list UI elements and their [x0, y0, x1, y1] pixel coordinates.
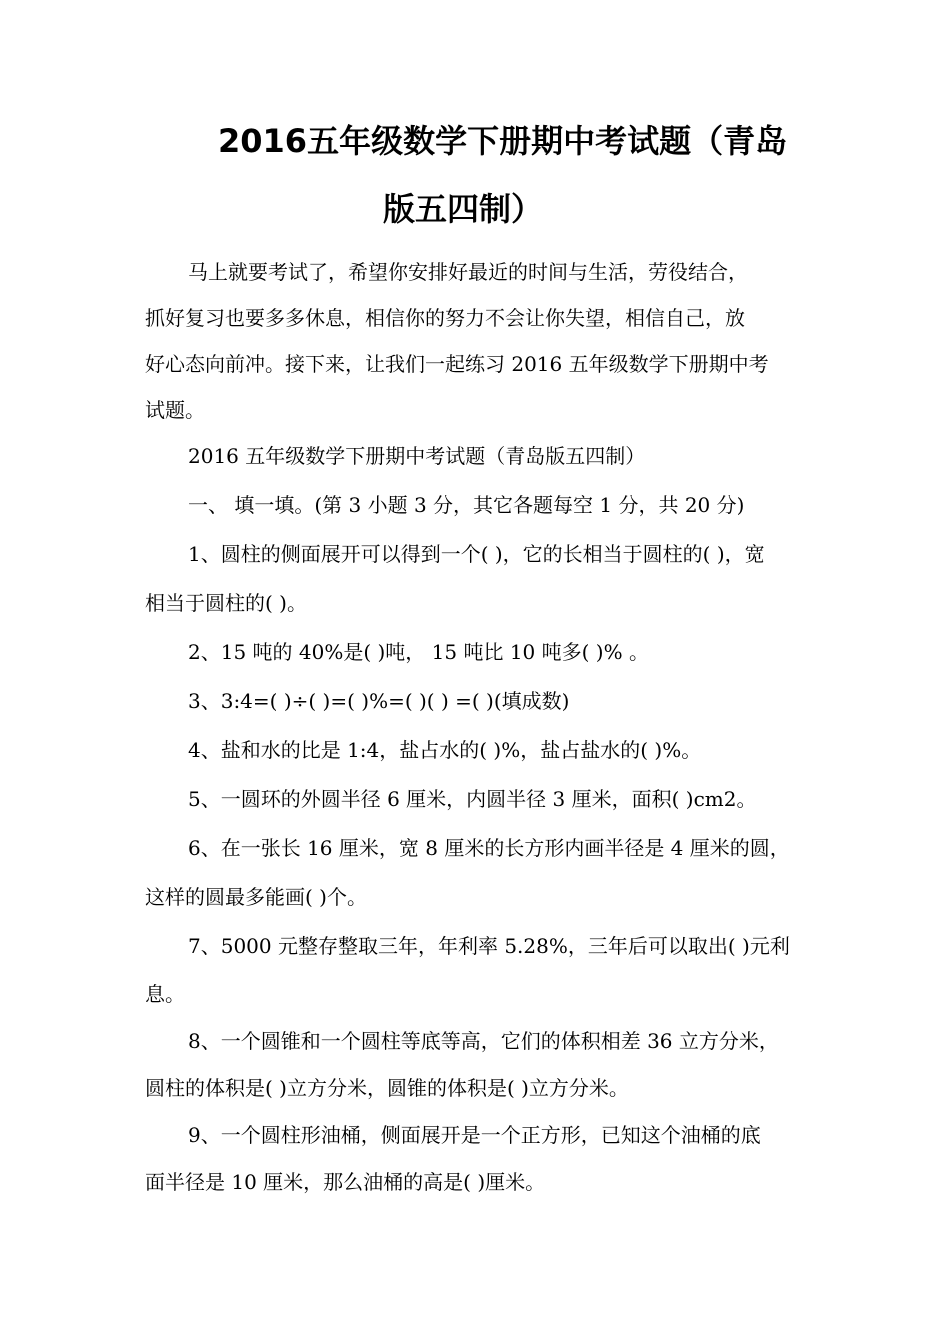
subtitle: 2016 五年级数学下册期中考试题（青岛版五四制）	[188, 444, 646, 468]
document-title-line-1: 2016五年级数学下册期中考试题（青岛	[218, 122, 788, 160]
section-heading: 一、 填一填。(第 3 小题 3 分，其它各题每空 1 分，共 20 分)	[188, 493, 745, 517]
question-line: 6、在一张长 16 厘米，宽 8 厘米的长方形内画半径是 4 厘米的圆，	[188, 836, 790, 860]
question-line: 8、一个圆锥和一个圆柱等底等高，它们的体积相差 36 立方分米，	[188, 1029, 779, 1053]
intro-line: 抓好复习也要多多休息，相信你的努力不会让你失望，相信自己，放	[145, 306, 745, 330]
question-line: 1、圆柱的侧面展开可以得到一个( )，它的长相当于圆柱的( )，宽	[188, 542, 765, 566]
question-line: 面半径是 10 厘米，那么油桶的高是( )厘米。	[145, 1170, 546, 1194]
question-line: 4、盐和水的比是 1:4，盐占水的( )%，盐占盐水的( )%。	[188, 738, 702, 762]
question-line: 2、15 吨的 40%是( )吨， 15 吨比 10 吨多( )% 。	[188, 640, 649, 664]
document-title-line-2: 版五四制）	[383, 190, 544, 228]
question-line: 相当于圆柱的( )。	[145, 591, 307, 615]
intro-line: 好心态向前冲。接下来，让我们一起练习 2016 五年级数学下册期中考	[145, 352, 769, 376]
question-line: 7、5000 元整存整取三年，年利率 5.28%，三年后可以取出( )元利	[188, 934, 790, 958]
question-line: 圆柱的体积是( )立方分米，圆锥的体积是( )立方分米。	[145, 1076, 629, 1100]
question-line: 息。	[145, 982, 185, 1006]
question-line: 3、3:4=( )÷( )=( )%=( )( ) =( )(填成数)	[188, 689, 570, 713]
intro-line: 马上就要考试了，希望你安排好最近的时间与生活，劳役结合，	[188, 260, 748, 284]
question-line: 9、一个圆柱形油桶，侧面展开是一个正方形，已知这个油桶的底	[188, 1123, 761, 1147]
question-line: 这样的圆最多能画( )个。	[145, 885, 367, 909]
question-line: 5、一圆环的外圆半径 6 厘米，内圆半径 3 厘米，面积( )cm2。	[188, 787, 757, 811]
intro-line: 试题。	[145, 398, 205, 422]
